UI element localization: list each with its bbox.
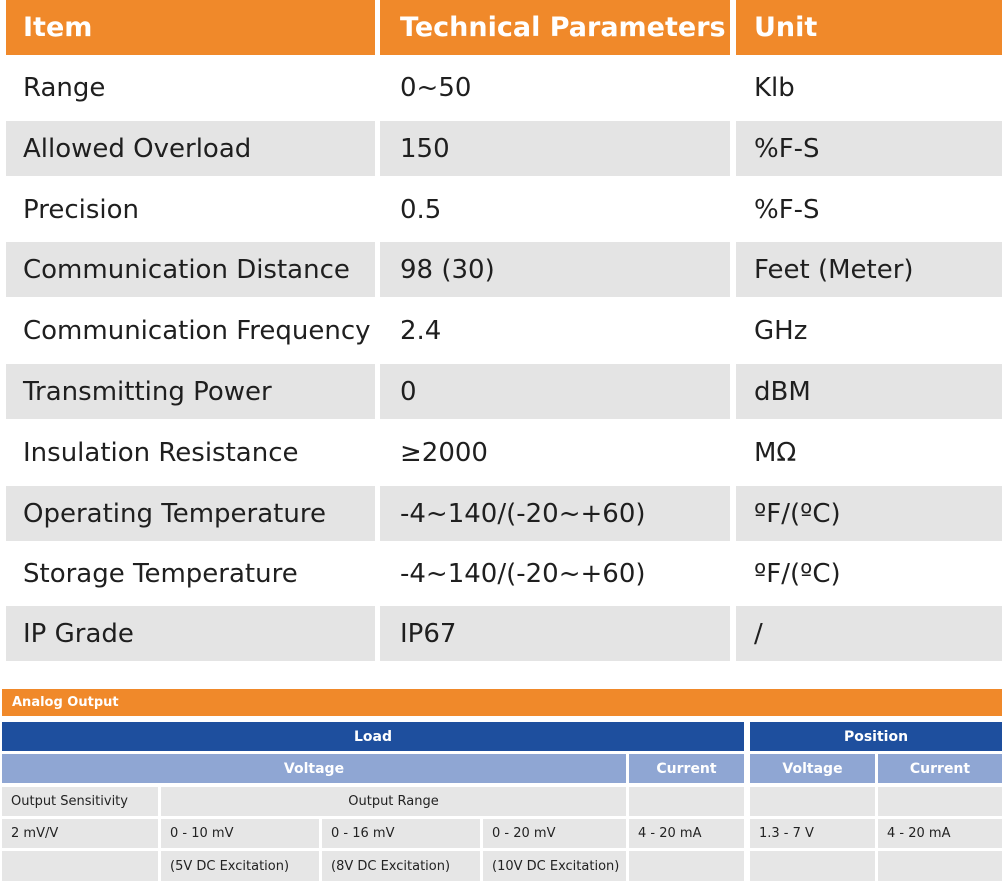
table-row: [6, 242, 1002, 297]
row-unit: MΩ: [736, 425, 1002, 480]
row-value: -4~140/(-20~+60): [380, 486, 730, 541]
row-item: Communication Distance: [6, 242, 375, 297]
output-sensitivity-label: Output Sensitivity: [2, 787, 158, 816]
range-value-1: 0 - 10 mV: [161, 819, 319, 848]
excitation-1: (5V DC Excitation): [161, 851, 319, 881]
table-row: [6, 425, 1002, 480]
empty-cell: [878, 851, 1002, 881]
row-unit: %F-S: [736, 121, 1002, 176]
row-unit: ºF/(ºC): [736, 546, 1002, 601]
row-value: 0.5: [380, 182, 730, 237]
row-unit: /: [736, 606, 1002, 661]
table-row: [6, 60, 1002, 115]
row-item: Communication Frequency: [6, 303, 375, 358]
row-value: 98 (30): [380, 242, 730, 297]
empty-cell: [750, 851, 875, 881]
row-item: Allowed Overload: [6, 121, 375, 176]
table-row: [6, 486, 1002, 541]
header-parameters: Technical Parameters: [380, 0, 730, 55]
output-range-label: Output Range: [161, 787, 626, 816]
load-current-value: 4 - 20 mA: [629, 819, 744, 848]
empty-cell: [878, 787, 1002, 816]
position-current-value: 4 - 20 mA: [878, 819, 1002, 848]
load-header: Load: [2, 722, 744, 751]
row-unit: dBM: [736, 364, 1002, 419]
position-header: Position: [750, 722, 1002, 751]
load-voltage-header: Voltage: [2, 754, 626, 783]
row-unit: Klb: [736, 60, 1002, 115]
sensitivity-value: 2 mV/V: [2, 819, 158, 848]
position-voltage-value: 1.3 - 7 V: [750, 819, 875, 848]
position-voltage-header: Voltage: [750, 754, 875, 783]
empty-cell: [2, 851, 158, 881]
table-row: [6, 364, 1002, 419]
table-row: [6, 121, 1002, 176]
row-value: 150: [380, 121, 730, 176]
header-item: Item: [6, 0, 375, 55]
position-current-header: Current: [878, 754, 1002, 783]
header-unit: Unit: [736, 0, 1002, 55]
empty-cell: [629, 851, 744, 881]
range-value-3: 0 - 20 mV: [483, 819, 626, 848]
range-value-2: 0 - 16 mV: [322, 819, 480, 848]
empty-cell: [750, 787, 875, 816]
table-row: [6, 606, 1002, 661]
table-row: [6, 546, 1002, 601]
row-item: Storage Temperature: [6, 546, 375, 601]
row-value: 2.4: [380, 303, 730, 358]
excitation-2: (8V DC Excitation): [322, 851, 480, 881]
table-row: [6, 182, 1002, 237]
row-item: IP Grade: [6, 606, 375, 661]
analog-output-table: [2, 689, 1002, 884]
row-value: IP67: [380, 606, 730, 661]
row-value: ≥2000: [380, 425, 730, 480]
analog-output-title: Analog Output: [2, 689, 1002, 716]
row-unit: Feet (Meter): [736, 242, 1002, 297]
empty-cell: [629, 787, 744, 816]
row-item: Insulation Resistance: [6, 425, 375, 480]
row-value: -4~140/(-20~+60): [380, 546, 730, 601]
row-item: Range: [6, 60, 375, 115]
spec-header-row: [6, 0, 1002, 55]
row-value: 0: [380, 364, 730, 419]
row-unit: ºF/(ºC): [736, 486, 1002, 541]
load-current-header: Current: [629, 754, 744, 783]
row-item: Transmitting Power: [6, 364, 375, 419]
excitation-3: (10V DC Excitation): [483, 851, 626, 881]
row-unit: GHz: [736, 303, 1002, 358]
row-unit: %F-S: [736, 182, 1002, 237]
row-item: Operating Temperature: [6, 486, 375, 541]
table-row: [6, 303, 1002, 358]
row-item: Precision: [6, 182, 375, 237]
row-value: 0~50: [380, 60, 730, 115]
